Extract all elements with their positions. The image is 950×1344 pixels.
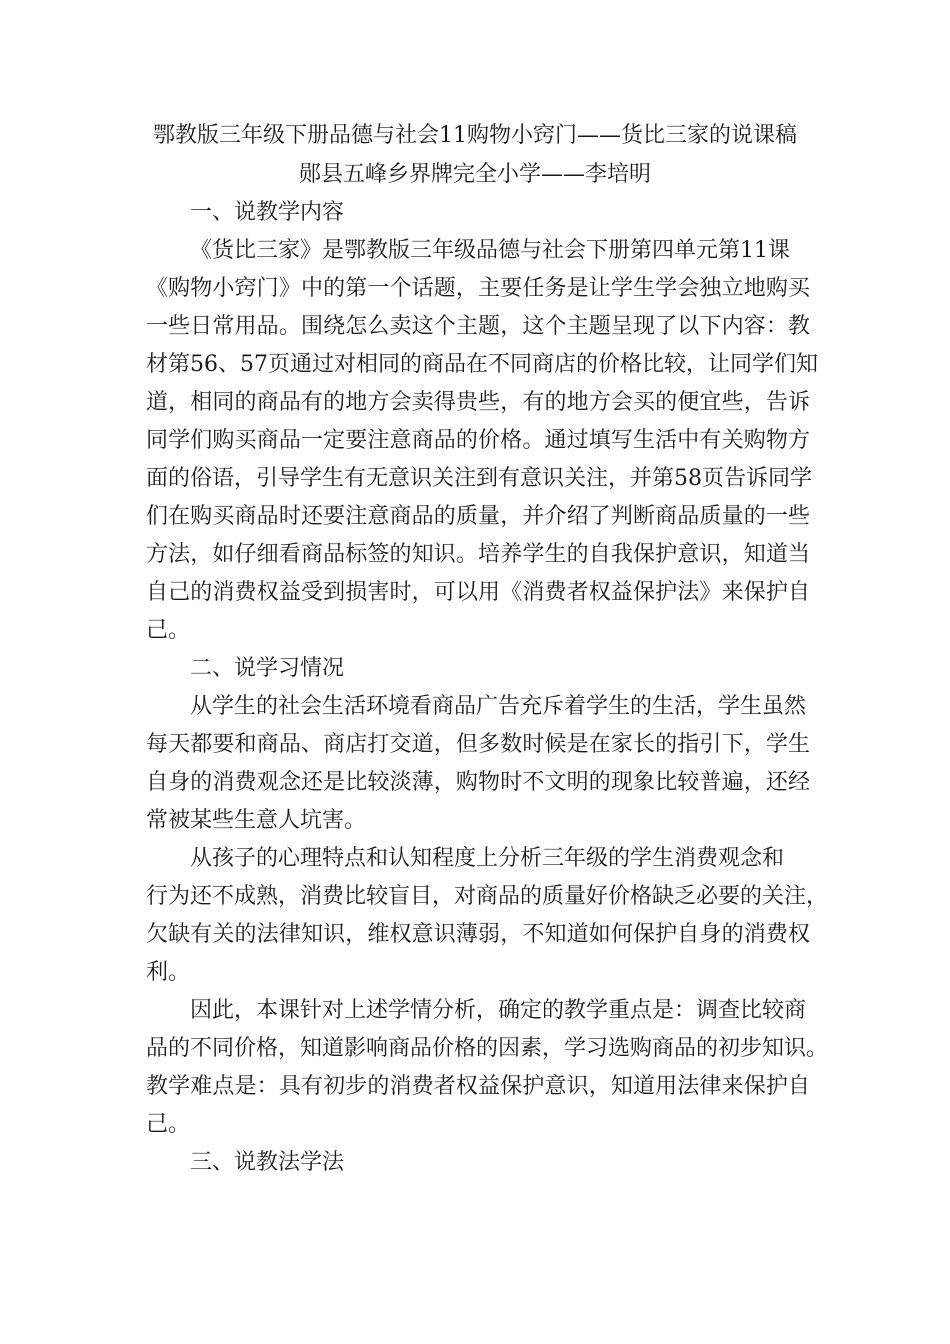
paragraph-line: 道，相同的商品有的地方会卖得贵些，有的地方会买的便宜些，告诉 xyxy=(146,390,810,415)
paragraph-line: 欠缺有关的法律知识，维权意识薄弱，不知道如何保护自身的消费权 xyxy=(146,922,810,947)
paragraph-line: 自己的消费权益受到损害时，可以用《消费者权益保护法》来保护自 xyxy=(146,580,810,605)
paragraph-line: 同学们购买商品一定要注意商品的价格。通过填写生活中有关购物方 xyxy=(146,428,810,453)
paragraph-line: 教学难点是：具有初步的消费者权益保护意识，知道用法律来保护自 xyxy=(146,1074,810,1099)
document-body xyxy=(146,194,829,1182)
paragraph-line: 行为还不成熟，消费比较盲目，对商品的质量好价格缺乏必要的关注， xyxy=(146,884,829,909)
section-heading-learning: 二、说学习情况 xyxy=(190,656,345,681)
paragraph-line: 己。 xyxy=(146,1112,191,1137)
paragraph-line: 自身的消费观念还是比较淡薄，购物时不文明的现象比较普遍，还经 xyxy=(146,770,810,795)
paragraph-line: 材第56、57页通过对相同的商品在不同商店的价格比较，让同学们知 xyxy=(146,352,818,377)
section-heading-methods: 三、说教法学法 xyxy=(190,1150,345,1175)
paragraph-line: 己。 xyxy=(146,618,191,643)
author-line: 郧县五峰乡界牌完全小学——李培明 xyxy=(298,162,651,187)
paragraph-line: 常被某些生意人坑害。 xyxy=(146,808,367,833)
paragraph-line: 每天都要和商品、商店打交道，但多数时候是在家长的指引下，学生 xyxy=(146,732,810,757)
paragraph-line: 方法，如仔细看商品标签的知识。培养学生的自我保护意识，知道当 xyxy=(146,542,810,567)
section-heading-content: 一、说教学内容 xyxy=(190,200,345,225)
paragraph-line: 们在购买商品时还要注意商品的质量，并介绍了判断商品质量的一些 xyxy=(146,504,810,529)
paragraph-line: 面的俗语，引导学生有无意识关注到有意识关注，并第58页告诉同学 xyxy=(146,466,812,491)
document-title: 鄂教版三年级下册品德与社会11购物小窍门——货比三家的说课稿 xyxy=(153,123,797,148)
paragraph-line: 《货比三家》是鄂教版三年级品德与社会下册第四单元第11课 xyxy=(190,238,790,263)
paragraph-line: 从学生的社会生活环境看商品广告充斥着学生的生活，学生虽然 xyxy=(190,694,807,719)
paragraph-line: 利。 xyxy=(146,960,191,985)
paragraph-line: 因此，本课针对上述学情分析，确定的教学重点是：调查比较商 xyxy=(190,998,807,1023)
paragraph-line: 《购物小窍门》中的第一个话题，主要任务是让学生学会独立地购买 xyxy=(146,276,810,301)
paragraph-line: 品的不同价格，知道影响商品价格的因素，学习选购商品的初步知识。 xyxy=(146,1036,829,1061)
paragraph-line: 一些日常用品。围绕怎么卖这个主题，这个主题呈现了以下内容：教 xyxy=(146,314,810,339)
paragraph-line: 从孩子的心理特点和认知程度上分析三年级的学生消费观念和 xyxy=(190,846,785,871)
